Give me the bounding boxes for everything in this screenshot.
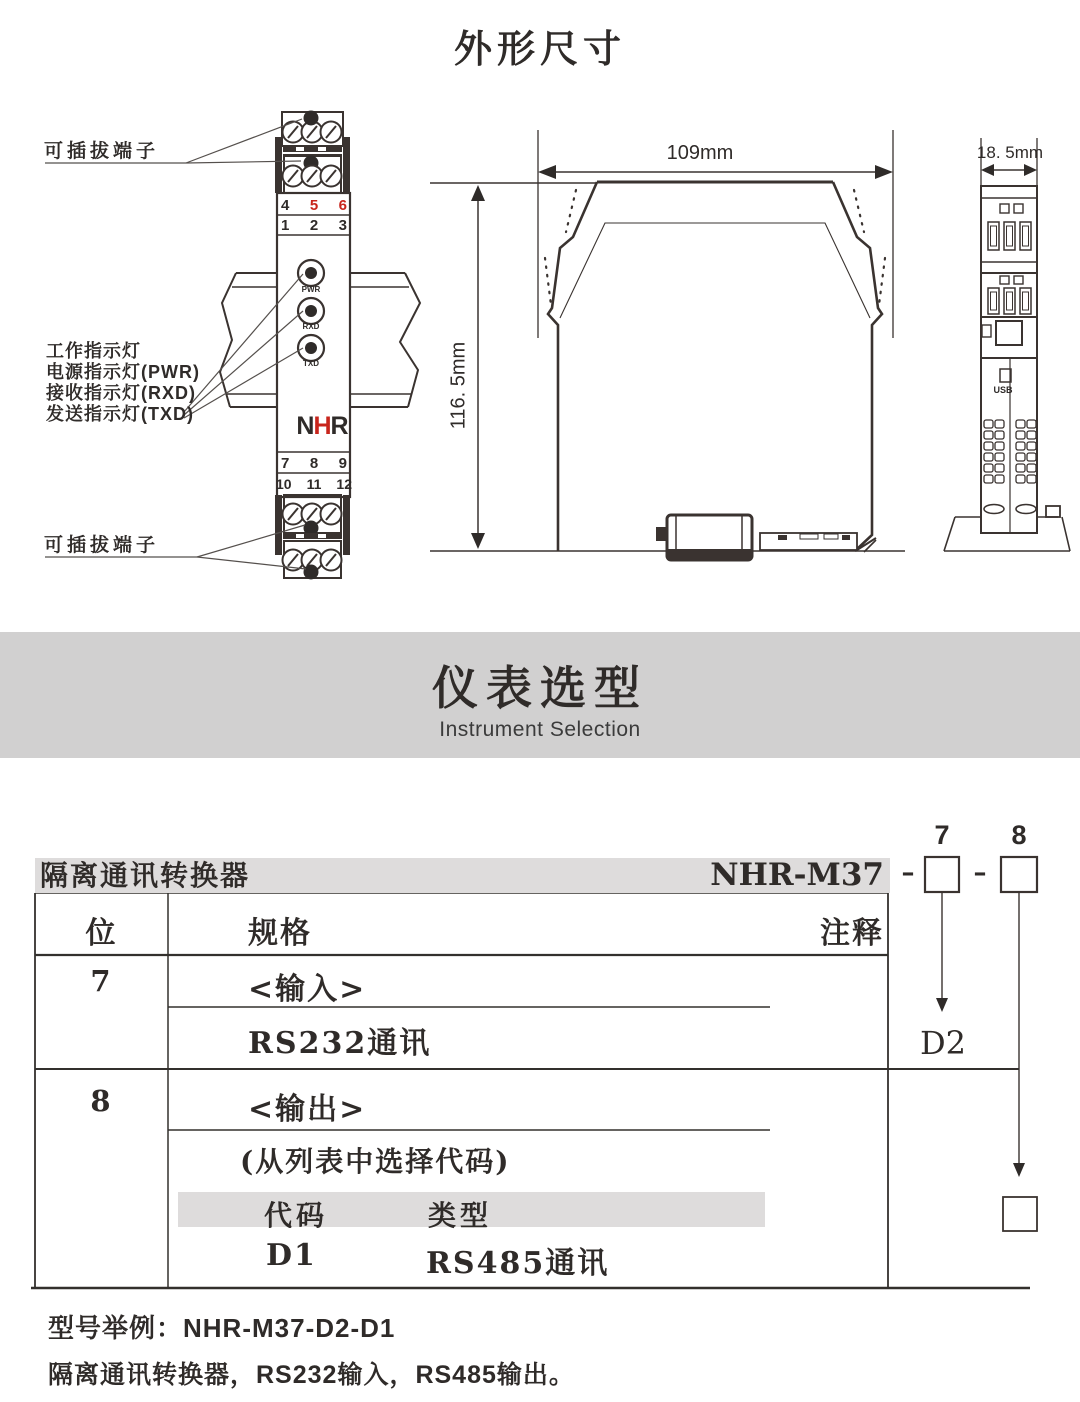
terminal-3: 3 — [338, 217, 347, 234]
side-view-drawing — [944, 138, 1070, 551]
terminal-9: 9 — [338, 455, 347, 472]
led-label-rxd: RXD — [302, 322, 320, 331]
section-banner — [0, 632, 1080, 758]
product-name: 隔离通讯转换器 — [40, 859, 251, 892]
selection-table-grid — [31, 893, 1030, 1288]
dim-depth-18mm: 18. 5mm — [976, 143, 1044, 162]
front-view-drawing — [275, 111, 350, 580]
model-dash-1: – — [901, 858, 915, 888]
code-header: 代码 — [264, 1199, 329, 1232]
label-pluggable-terminal-bottom: 可插拔端子 — [44, 535, 160, 556]
terminal-5: 5 — [309, 197, 319, 214]
leader-dot — [304, 111, 319, 126]
led-label-pwr: PWR — [301, 285, 321, 294]
terminal-row-123 — [281, 217, 347, 234]
terminal-6: 6 — [338, 197, 347, 214]
logo-letter-r: R — [330, 412, 348, 440]
terminal-10: 10 — [276, 476, 292, 492]
terminal-11: 11 — [306, 476, 322, 492]
banner-subtitle: Instrument Selection — [439, 718, 641, 741]
arrow-down-icon — [936, 998, 948, 1012]
logo-letter-h: H — [313, 412, 331, 440]
type-header: 类型 — [428, 1199, 493, 1232]
digit8-answer-box — [1003, 1197, 1037, 1231]
terminal-2: 2 — [309, 217, 319, 234]
digit8-box — [1001, 857, 1037, 892]
usb-port-label: USB — [993, 385, 1013, 395]
label-work-indicator: 工作指示灯 — [46, 341, 141, 361]
terminal-12: 12 — [336, 476, 352, 492]
indicator-labels — [46, 341, 200, 425]
row7-spec-value: RS232通讯 — [248, 1026, 432, 1061]
label-tx-indicator: 发送指示灯(TXD) — [46, 404, 194, 424]
banner-title: 仪表选型 — [432, 662, 648, 714]
logo-letter-n: N — [296, 412, 314, 440]
dim-width-109mm: 109mm — [666, 142, 734, 164]
row8-spec-note: (从列表中选择代码) — [240, 1145, 511, 1178]
row7-spec-title: <输入> — [248, 972, 367, 1007]
code-d2-value: D2 — [919, 1024, 966, 1062]
row8-position: 8 — [90, 1084, 113, 1118]
dimension-view-drawing — [430, 130, 905, 560]
terminal-7: 7 — [281, 455, 290, 472]
dim-height-116mm: 116. 5mm — [447, 341, 470, 430]
code-d1-type: RS485通讯 — [426, 1246, 610, 1281]
model-example-line: 型号举例：NHR-M37-D2-D1 — [48, 1313, 396, 1343]
terminal-row-101112 — [276, 476, 352, 492]
label-rx-indicator: 接收指示灯(RXD) — [46, 383, 196, 403]
terminal-1: 1 — [281, 217, 290, 234]
terminal-8: 8 — [309, 455, 319, 472]
label-power-indicator: 电源指示灯(PWR) — [46, 362, 200, 382]
col-header-spec: 规格 — [248, 916, 312, 951]
model-number: NHR-M37 — [710, 857, 884, 893]
led-label-txd: TXD — [303, 359, 319, 368]
col-header-note: 注释 — [820, 916, 884, 951]
digit-8-label: 8 — [1011, 820, 1027, 850]
brand-logo — [292, 412, 352, 441]
arrow-down-icon — [1013, 1163, 1025, 1177]
row7-position: 7 — [90, 964, 113, 998]
row8-spec-title: <输出> — [248, 1092, 367, 1127]
label-pluggable-terminal-top: 可插拔端子 — [44, 141, 160, 162]
page-title: 外形尺寸 — [453, 29, 626, 71]
terminal-row-789 — [281, 455, 347, 472]
leader-dot — [304, 565, 319, 580]
model-example-description: 隔离通讯转换器，RS232输入，RS485输出。 — [48, 1361, 575, 1389]
terminal-row-456 — [281, 197, 347, 214]
terminal-4: 4 — [281, 197, 290, 214]
digit7-box — [925, 857, 959, 892]
digit-7-label: 7 — [934, 820, 950, 850]
col-header-position: 位 — [85, 916, 118, 951]
model-dash-2: – — [973, 858, 987, 888]
code-d1-value: D1 — [266, 1238, 317, 1273]
